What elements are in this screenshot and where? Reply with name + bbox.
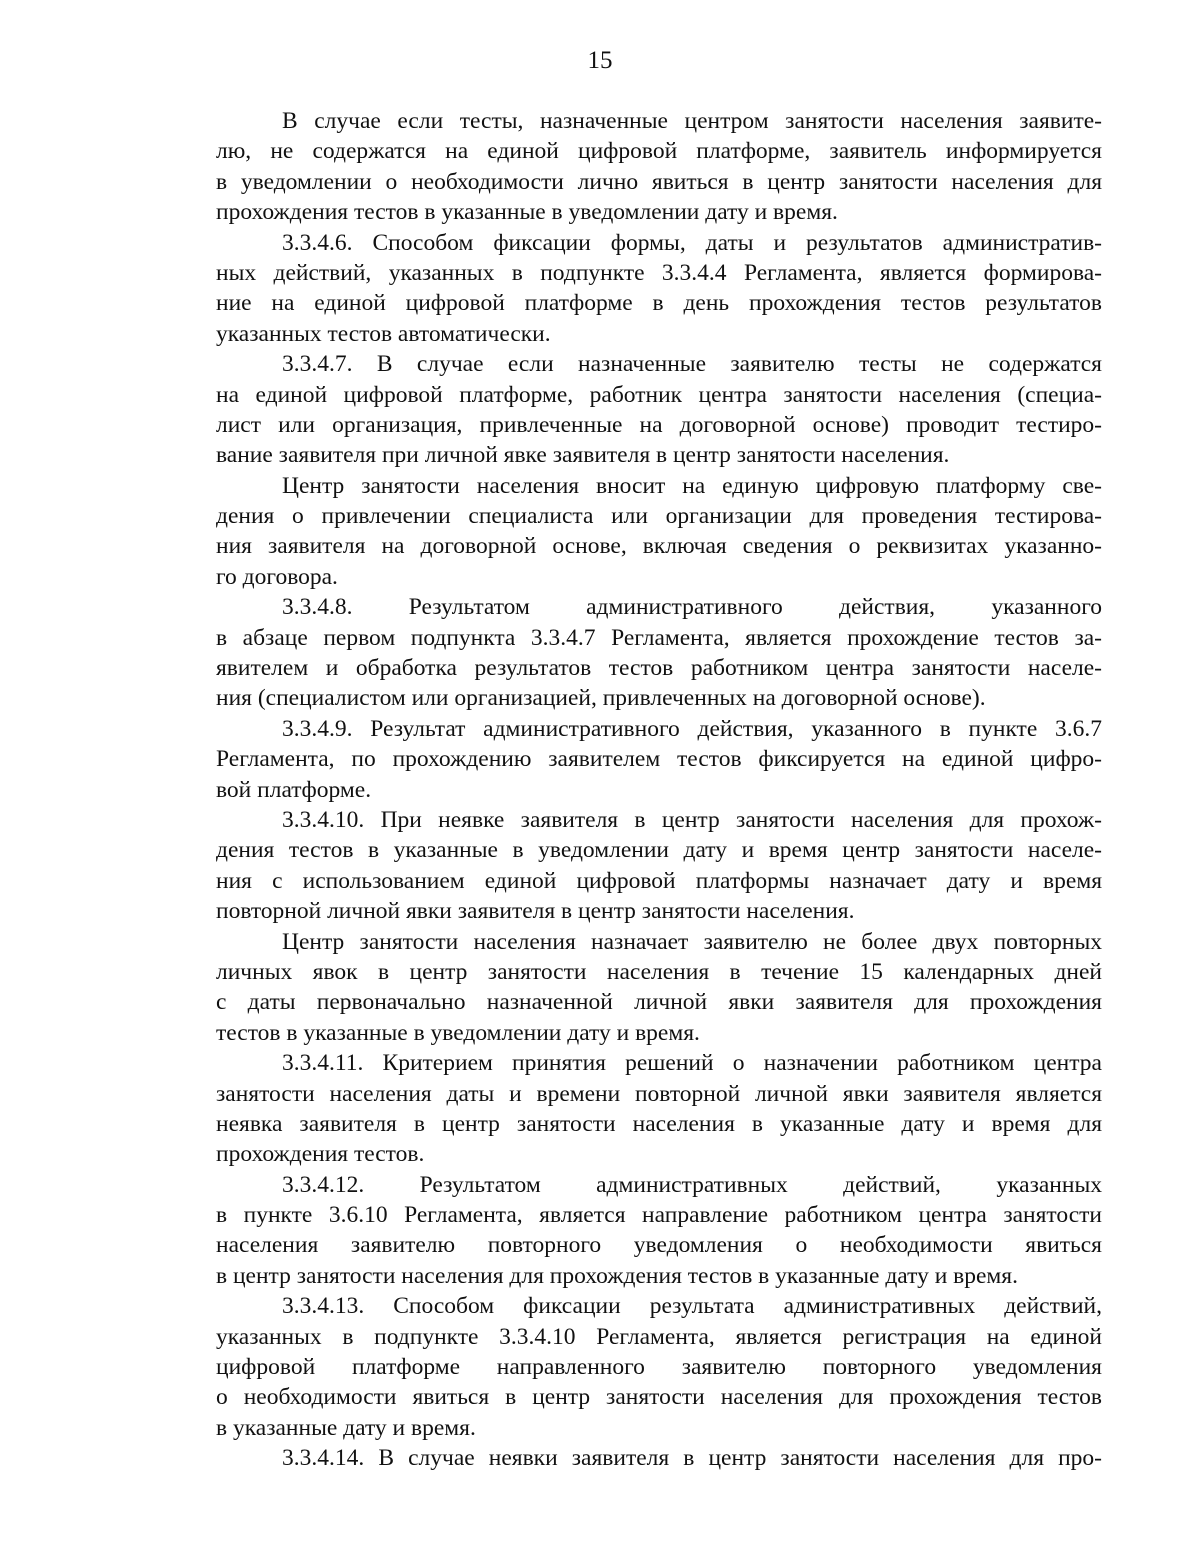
text-line: личных явок в центр занятости населения в течение 15 календарных дней [216, 958, 1102, 985]
page-number: 15 [587, 47, 613, 74]
text-line: ния заявителя на договорной основе, включая сведения о реквизитах указанно- [216, 533, 1102, 560]
text-line: указанных тестов автоматически. [216, 320, 551, 347]
text-line: прохождения тестов. [216, 1141, 425, 1168]
text-line: Центр занятости населения назначает заявителю не более двух повторных [282, 928, 1102, 955]
text-line: 3.3.4.8. Результатом административного действия, указанного [282, 594, 1102, 621]
text-line: цифровой платформе направленного заявителю повторного уведомления [216, 1354, 1102, 1381]
text-line: В случае если тесты, назначенные центром занятости населения заявите- [282, 108, 1102, 134]
text-line: в абзаце первом подпункта 3.3.4.7 Регламента, является прохождение тестов за- [216, 624, 1102, 651]
text-line: вой платформе. [216, 776, 372, 803]
text-line: указанных в подпункте 3.3.4.10 Регламента, является регистрация на единой [216, 1323, 1102, 1350]
text-line: 3.3.4.7. В случае если назначенные заявителю тесты не содержатся [282, 351, 1102, 378]
text-line: явителем и обработка результатов тестов работником центра занятости населе- [216, 655, 1102, 682]
text-line: лю, не содержатся на единой цифровой платформе, заявитель информируется [216, 138, 1102, 165]
text-line: ния (специалистом или организацией, привлеченных на договорной основе). [216, 685, 986, 712]
text-line: населения заявителю повторного уведомления о необходимости явиться [216, 1232, 1102, 1259]
text-line: 3.3.4.13. Способом фиксации результата административных действий, [282, 1293, 1102, 1320]
text-line: 3.3.4.9. Результат административного действия, указанного в пункте 3.6.7 [282, 715, 1102, 742]
text-line: с даты первоначально назначенной личной явки заявителя для прохождения [216, 989, 1102, 1016]
text-line: в центр занятости населения для прохождения тестов в указанные дату и время. [216, 1262, 1018, 1289]
text-line: дения о привлечении специалиста или организации для проведения тестирова- [216, 503, 1102, 530]
text-line: Центр занятости населения вносит на единую цифровую платформу све- [282, 472, 1102, 499]
text-line: в указанные дату и время. [216, 1414, 476, 1441]
text-line: неявка заявителя в центр занятости населения в указанные дату и время для [216, 1110, 1102, 1137]
text-line: прохождения тестов в указанные в уведомлении дату и время. [216, 199, 838, 226]
text-line: го договора. [216, 563, 338, 590]
text-line: ных действий, указанных в подпункте 3.3.4.4 Регламента, является формирова- [216, 259, 1102, 286]
text-line: в уведомлении о необходимости лично явиться в центр занятости населения для [216, 168, 1102, 195]
text-line: 3.3.4.14. В случае неявки заявителя в центр занятости населения для про- [282, 1445, 1102, 1472]
text-line: 3.3.4.6. Способом фиксации формы, даты и результатов административ- [282, 229, 1102, 256]
text-line: вание заявителя при личной явке заявителя в центр занятости населения. [216, 442, 950, 469]
text-line: о необходимости явиться в центр занятости населения для прохождения тестов [216, 1384, 1102, 1411]
text-line: ния с использованием единой цифровой платформы назначает дату и время [216, 867, 1102, 894]
text-line: Регламента, по прохождению заявителем тестов фиксируется на единой цифро- [216, 746, 1102, 773]
text-line: тестов в указанные в уведомлении дату и время. [216, 1019, 700, 1046]
body-text [216, 106, 1102, 1474]
text-line: 3.3.4.12. Результатом административных действий, указанных [282, 1171, 1102, 1198]
text-line: 3.3.4.10. При неявке заявителя в центр занятости населения для прохож- [282, 806, 1102, 833]
text-line: лист или организация, привлеченные на договорной основе) проводит тестиро- [216, 411, 1102, 438]
text-line: 3.3.4.11. Критерием принятия решений о назначении работником центра [282, 1050, 1102, 1077]
text-line: дения тестов в указанные в уведомлении дату и время центр занятости населе- [216, 837, 1102, 864]
text-line: в пункте 3.6.10 Регламента, является направление работником центра занятости [216, 1202, 1102, 1229]
text-line: на единой цифровой платформе, работник центра занятости населения (специа- [216, 381, 1102, 408]
text-line: ние на единой цифровой платформе в день прохождения тестов результатов [216, 290, 1102, 317]
text-line: повторной личной явки заявителя в центр занятости населения. [216, 898, 855, 925]
text-line: занятости населения даты и времени повторной личной явки заявителя является [216, 1080, 1102, 1107]
